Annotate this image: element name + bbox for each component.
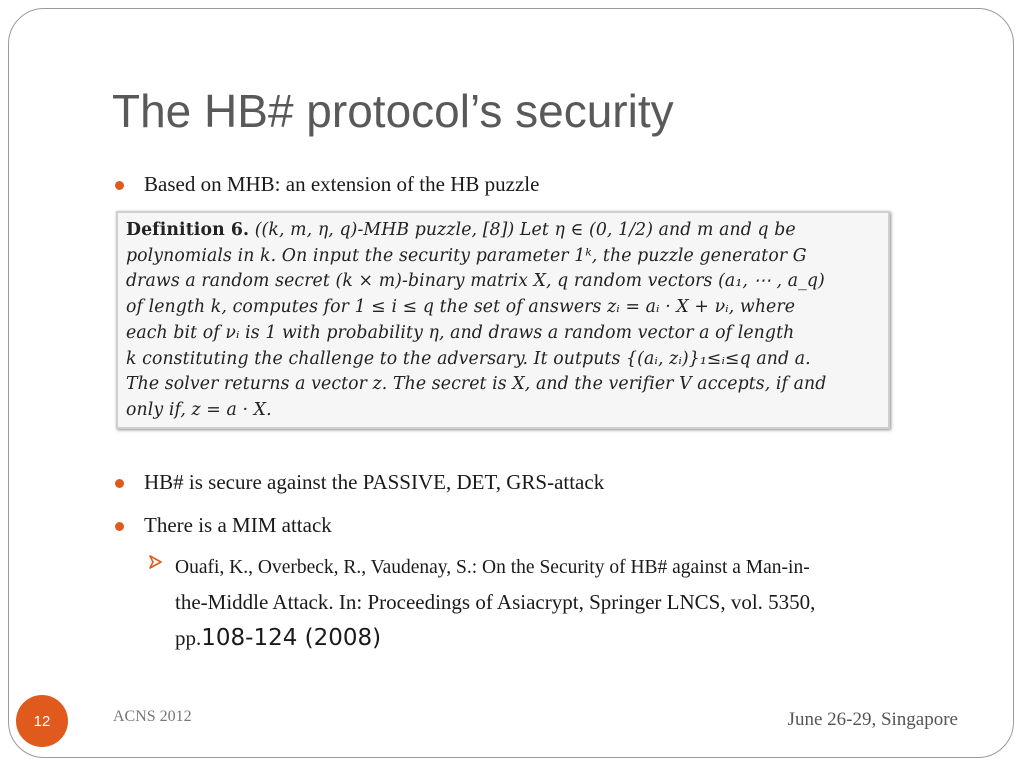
definition-box	[116, 211, 890, 429]
definition-line	[126, 218, 880, 244]
reference-pages-prefix: pp.	[175, 626, 202, 650]
bullet-item: There is a MIM attack	[144, 513, 332, 537]
reference-line-1: Ouafi, K., Overbeck, R., Vaudenay, S.: On the Security of HB# against a Man-in-	[175, 557, 810, 578]
definition-line: each bit of νᵢ is 1 with probability η, and draws a random vector a of length	[126, 322, 795, 343]
bullet-item: HB# is secure against the PASSIVE, DET, GRS-attack	[144, 470, 605, 494]
arrow-bullet-icon	[148, 555, 162, 569]
date-location-label: June 26-29, Singapore	[787, 709, 958, 730]
definition-label: Definition 6.	[126, 220, 250, 240]
conference-label: ACNS 2012	[113, 708, 192, 725]
reference-citation	[175, 551, 965, 657]
definition-line: draws a random secret (k × m)-binary matrix X, q random vectors (a₁, ⋯ , a_q)	[126, 271, 825, 292]
bullet-item: Based on MHB: an extension of the HB puzzle	[144, 172, 540, 196]
definition-text: ((k, m, η, q)-MHB puzzle, [8]) Let η ∈ (0, 1/2) and m and q be	[249, 220, 796, 240]
definition-line: only if, z = a · X.	[126, 399, 272, 420]
slide-title: The HB# protocol’s security	[112, 85, 674, 137]
definition-line: The solver returns a vector z. The secret is X, and the verifier V accepts, if and	[126, 374, 827, 395]
reference-pages: 108-124 (2008)	[201, 625, 382, 651]
definition-line: k constituting the challenge to the adversary. It outputs {(aᵢ, zᵢ)}₁≤ᵢ≤q and a.	[126, 348, 811, 369]
definition-line: polynomials in k. On input the security parameter 1ᵏ, the puzzle generator G	[126, 245, 807, 266]
reference-line-2: the-Middle Attack. In: Proceedings of Asiacrypt, Springer LNCS, vol. 5350,	[175, 590, 816, 614]
page-number-badge: 12	[16, 695, 68, 747]
definition-line: of length k, computes for 1 ≤ i ≤ q the set of answers zᵢ = aᵢ · X + νᵢ, where	[126, 297, 796, 318]
